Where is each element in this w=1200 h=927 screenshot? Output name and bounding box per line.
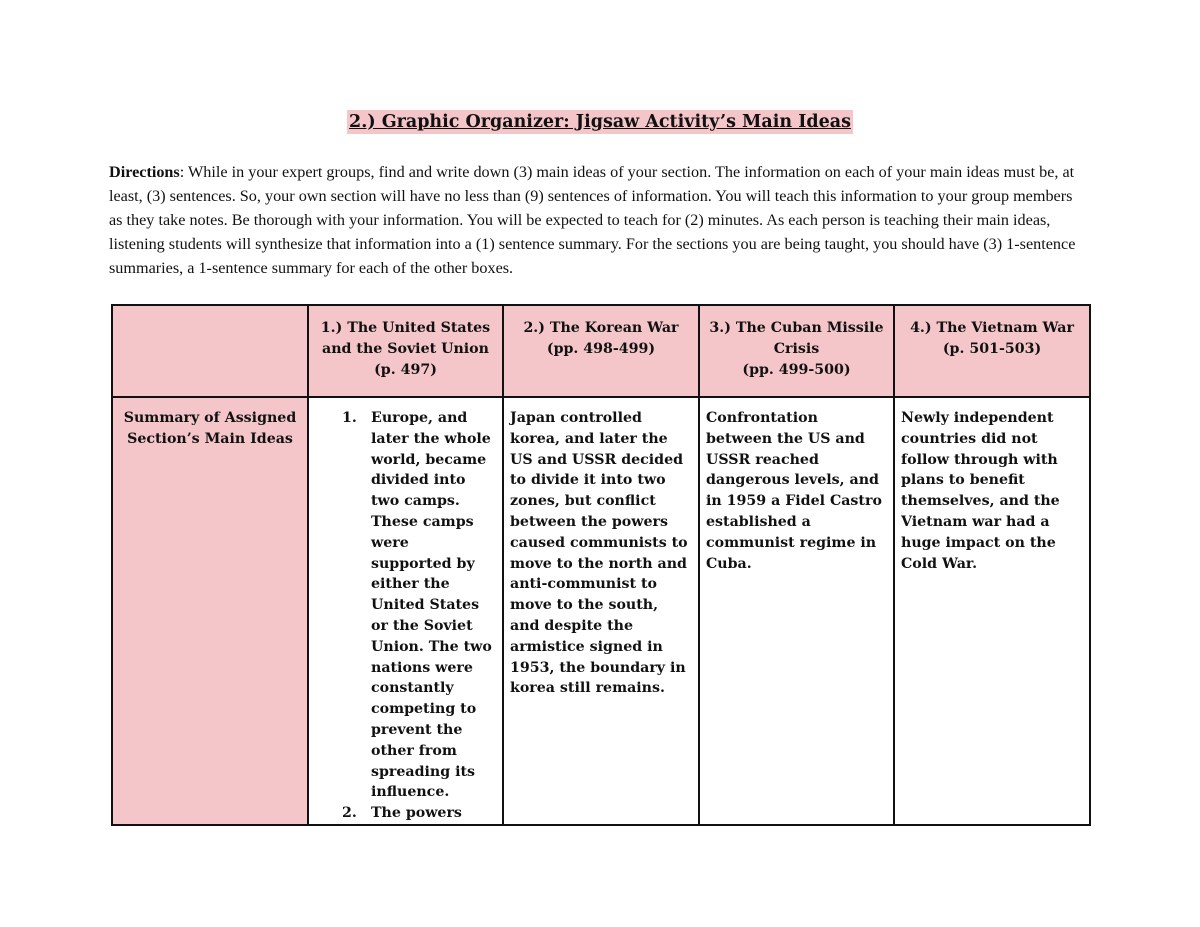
summary-text: Japan controlled korea, and later the US and USSR decided to divide it into two zones, but conflict between the powers caused communists to move to the north and anti-communist to move to the south, and despite the armistice signed in 1953, the boundary in korea still remains. <box>510 410 688 697</box>
header-cell-korean-war <box>503 305 699 397</box>
row-label-line: Summary of Assigned <box>123 410 297 426</box>
list-text: Europe, and later the whole world, became divided into two camps. These camps were supported by either the United States or the Soviet Union. The two nations were constantly competing to prevent the other from spreading its influence. <box>371 410 492 801</box>
page-title: 2.) Graphic Organizer: Jigsaw Activity’s Main Ideas <box>349 112 851 132</box>
list-item <box>309 408 502 803</box>
summary-row <box>112 397 1090 825</box>
list-number: 2. <box>342 805 357 822</box>
header-line: (pp. 499-500) <box>742 361 851 378</box>
title-wrap <box>0 110 1200 134</box>
header-line: (pp. 498-499) <box>546 340 656 357</box>
header-line: (p. 501-503) <box>942 340 1042 357</box>
header-cell-cuban-missile-crisis <box>699 305 894 397</box>
list-number: 1. <box>342 410 357 426</box>
summary-cell-korean-war <box>503 397 699 825</box>
summary-cell-vietnam-war <box>894 397 1090 825</box>
corner-cell <box>112 305 308 397</box>
header-line: Crisis <box>773 340 820 357</box>
header-line: 3.) The Cuban Missile <box>709 320 884 336</box>
summary-cell-us-soviet <box>308 397 503 825</box>
header-cell-vietnam-war <box>894 305 1090 397</box>
directions-label: Directions <box>109 163 180 181</box>
summary-cell-cuban-missile-crisis <box>699 397 894 825</box>
graphic-organizer-table <box>111 304 1091 826</box>
list-text: The powers <box>371 805 462 822</box>
header-line: and the Soviet Union <box>322 340 489 357</box>
header-line: 4.) The Vietnam War <box>910 320 1074 336</box>
header-line: (p. 497) <box>374 361 437 378</box>
summary-text: Confrontation between the US and USSR reached dangerous levels, and in 1959 a Fidel Castro established a communist regime in Cuba. <box>706 410 882 572</box>
header-cell-us-soviet <box>308 305 503 397</box>
directions-text: : While in your expert groups, find and write down (3) main ideas of your section. The information on each of your main ideas must be, at least, (3) sentences. So, your own section will have no less than (9) sentences of information. You will teach this information to your group members as they take notes. Be thorough with your information. You will be expected to teach for (2) minutes. As each person is teaching their main ideas, listening students will synthesize that information into a (1) sentence summary. For the sections you are being taught, you should have (3) 1-sentence summaries, a 1-sentence summary for each of the other boxes. <box>109 163 1076 277</box>
row-label-line: Section’s Main Ideas <box>127 430 293 447</box>
row-label-cell <box>112 397 308 825</box>
summary-text: Newly independent countries did not follow through with plans to benefit themselves, and the Vietnam war had a huge impact on the Cold War. <box>901 410 1060 572</box>
header-line: 1.) The United States <box>320 320 491 336</box>
directions-paragraph <box>109 160 1089 280</box>
header-line: 2.) The Korean War <box>523 320 679 336</box>
list-item <box>309 803 502 824</box>
header-row <box>112 305 1090 397</box>
